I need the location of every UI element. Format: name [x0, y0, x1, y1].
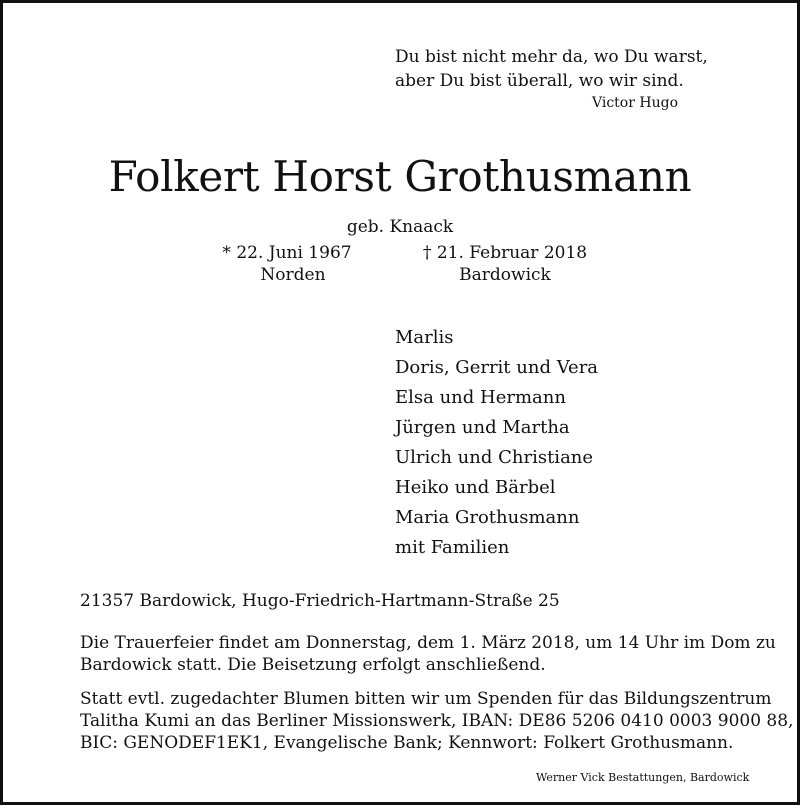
birth-date: * 22. Juni 1967 [222, 243, 352, 263]
deceased-name: Folkert Horst Grothusmann [108, 152, 692, 201]
donation-line-1: Statt evtl. zugedachter Blumen bitten wir um Spenden für das Bildungszentrum [80, 689, 772, 709]
funeral-line-1: Die Trauerfeier findet am Donnerstag, dem 1. März 2018, um 14 Uhr im Dom zu [80, 633, 776, 653]
mourner-entry: Maria Grothusmann [395, 507, 580, 528]
funeral-line-2: Bardowick statt. Die Beisetzung erfolgt anschließend. [80, 655, 546, 675]
quote-author: Victor Hugo [592, 95, 678, 111]
donation-line-2: Talitha Kumi an das Berliner Missionswerk, IBAN: DE86 5206 0410 0003 9000 88, [80, 711, 794, 731]
mourner-entry: mit Familien [395, 537, 510, 558]
mourner-entry: Elsa und Hermann [395, 387, 566, 408]
birth-name: geb. Knaack [346, 217, 454, 237]
quote-line-2: aber Du bist überall, wo wir sind. [395, 71, 684, 91]
quote-line-1: Du bist nicht mehr da, wo Du warst, [395, 47, 708, 67]
funeral-home-credit: Werner Vick Bestattungen, Bardowick [536, 771, 750, 784]
mourner-entry: Marlis [395, 327, 454, 348]
mourner-entry: Jürgen und Martha [395, 417, 570, 438]
mourner-entry: Heiko und Bärbel [395, 477, 556, 498]
mourner-entry: Doris, Gerrit und Vera [395, 357, 599, 378]
death-place: Bardowick [459, 265, 551, 285]
donation-line-3: BIC: GENODEF1EK1, Evangelische Bank; Kennwort: Folkert Grothusmann. [80, 733, 734, 753]
address: 21357 Bardowick, Hugo-Friedrich-Hartmann-Straße 25 [80, 591, 560, 611]
birth-place: Norden [260, 265, 326, 285]
mourner-entry: Ulrich und Christiane [395, 447, 594, 468]
mourners-list [395, 323, 598, 563]
death-date: † 21. Februar 2018 [422, 243, 588, 263]
